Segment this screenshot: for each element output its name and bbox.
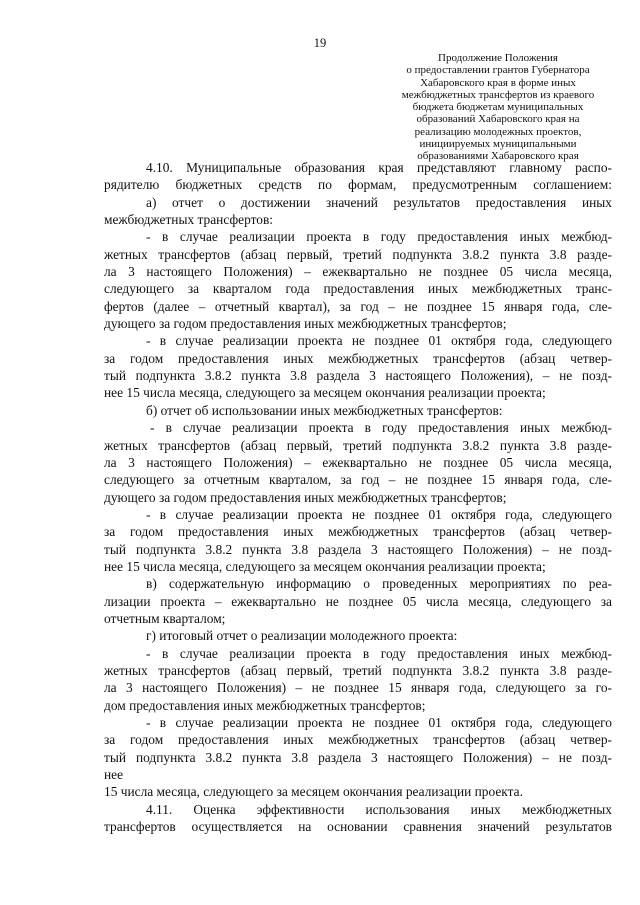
text-line: следующего за кварталом года предоставления иных межбюджетных транс- — [104, 281, 612, 297]
text-line: б) отчет об использовании иных межбюджетных трансфертов: — [146, 402, 503, 418]
header-line: образованиями Хабаровского края — [417, 150, 579, 163]
text-line: тый подпункта 3.8.2 пункта 3.8 раздела 3 настоящего Положения) – не позд- — [104, 541, 612, 557]
text-line: 15 числа месяца, следующего за месяцем окончания реализации проекта. — [104, 784, 523, 800]
text-line: дующего за годом предоставления иных межбюджетных трансфертов; — [104, 489, 507, 505]
text-line: - в случае реализации проекта не позднее 01 октября года, следующего — [146, 333, 612, 349]
text-line: дом предоставления иных межбюджетных трансфертов; — [104, 697, 426, 713]
header-line: Продолжение Положения — [438, 52, 558, 64]
text-line: рядителю бюджетных средств по формам, предусмотренным соглашением: — [104, 177, 612, 193]
text-line: дующего за годом предоставления иных межбюджетных трансфертов; — [104, 316, 507, 332]
header-line: о предоставлении грантов Губернатора — [406, 64, 590, 77]
text-line: 4.10. Муниципальные образования края представляют главному распо- — [146, 160, 612, 175]
text-line: - в случае реализации проекта не позднее 01 октября года, следующего — [146, 506, 612, 522]
text-line: жетных трансфертов (абзац первый, третий подпункта 3.8.2 пункта 3.8 разде- — [104, 437, 612, 453]
header-line: Хабаровского края в форме иных — [420, 76, 576, 89]
text-line: в) содержательную информацию о проведенных мероприятиях по реа- — [146, 576, 612, 592]
header-line: реализацию молодежных проектов, — [414, 125, 582, 138]
text-line: ла 3 настоящего Положения) – ежеквартально не позднее 05 числа месяца, — [104, 454, 612, 470]
document-body — [104, 159, 612, 835]
header-line: бюджета бюджетам муниципальных — [412, 101, 584, 114]
text-line: г) итоговый отчет о реализации молодежного проекта: — [146, 628, 458, 644]
text-line: трансфертов осуществляется на основании сравнения значений результатов — [104, 819, 612, 835]
appendix-header — [372, 52, 624, 163]
text-line: жетных трансфертов (абзац первый, третий подпункта 3.8.2 пункта 3.8 разде- — [104, 246, 612, 262]
text-line: за годом предоставления иных межбюджетных трансфертов (абзац четвер- — [104, 350, 612, 366]
header-line: образований Хабаровского края на — [416, 113, 580, 126]
text-line: нее — [104, 767, 124, 783]
header-line: межбюджетных трансфертов из краевого — [401, 88, 595, 101]
text-line: нее 15 числа месяца, следующего за месяцем окончания реализации проекта; — [104, 558, 546, 574]
text-line: ла 3 настоящего Положения) – ежеквартально не позднее 05 числа месяца, — [104, 264, 612, 280]
text-line: - в случае реализации проекта в году предоставления иных межбюд- — [146, 229, 612, 245]
text-line: отчетным кварталом; — [104, 610, 226, 626]
text-line: ла 3 настоящего Положения) – не позднее 15 января года, следующего за го- — [104, 680, 612, 696]
text-line: следующего за отчетным кварталом, за год – не позднее 15 января года, сле- — [104, 472, 612, 488]
text-line: тый подпункта 3.8.2 пункта 3.8 раздела 3 настоящего Положения) – не позд- — [104, 749, 612, 765]
text-line: 4.11. Оценка эффективности использования иных межбюджетных — [146, 801, 612, 817]
text-line: за годом предоставления иных межбюджетных трансфертов (абзац четвер- — [104, 524, 612, 540]
text-line: тый подпункта 3.8.2 пункта 3.8 раздела 3 настоящего Положения), – не позд- — [104, 368, 612, 384]
page-number: 19 — [313, 36, 327, 50]
text-line: а) отчет о достижении значений результатов предоставления иных — [146, 194, 612, 210]
text-line: лизации проекта – ежеквартально не позднее 05 числа месяца, следующего за — [104, 593, 612, 609]
text-line: фертов (далее – отчетный квартал), за год – не позднее 15 января года, сле- — [104, 298, 612, 314]
text-line: межбюджетных трансфертов: — [104, 212, 273, 228]
text-line: - в случае реализации проекта не позднее 01 октября года, следующего — [146, 715, 612, 730]
text-line: жетных трансфертов (абзац первый, третий подпункта 3.8.2 пункта 3.8 разде- — [104, 662, 612, 678]
text-line: нее 15 числа месяца, следующего за месяцем окончания реализации проекта; — [104, 385, 546, 401]
text-line: - в случае реализации проекта в году предоставления иных межбюд- — [146, 645, 612, 661]
header-line: инициируемых муниципальными — [419, 138, 577, 151]
text-line: - в случае реализации проекта в году предоставления иных межбюд- — [150, 420, 612, 436]
text-line: за годом предоставления иных межбюджетных трансфертов (абзац четвер- — [104, 732, 612, 748]
